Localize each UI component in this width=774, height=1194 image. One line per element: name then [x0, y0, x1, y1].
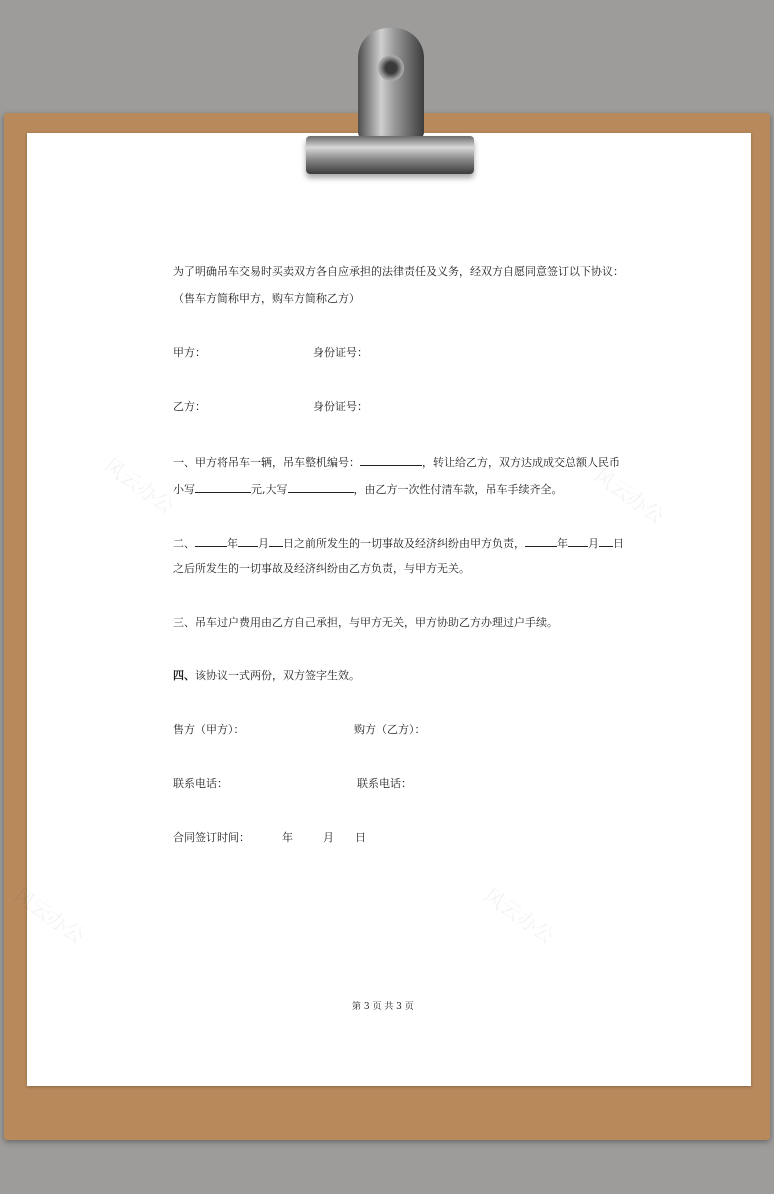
- day-label: 日: [283, 537, 294, 550]
- amount-figures-blank: [195, 481, 251, 493]
- seller-phone-label: 联系电话：: [173, 777, 228, 790]
- abbreviation-note: （售车方简称甲方，购车方简称乙方）: [173, 292, 360, 305]
- month-label-2: 月: [588, 537, 599, 550]
- clause-1-text-d: 元,大写: [251, 483, 288, 496]
- seller-signature-label: 售方（甲方）：: [173, 723, 245, 736]
- sign-day-label: 日: [355, 831, 366, 844]
- year-blank: [195, 535, 227, 547]
- year-label: 年: [227, 537, 238, 550]
- sign-date-label: 合同签订时间：: [173, 831, 250, 844]
- clause-4-text: 该协议一式两份，双方签字生效。: [195, 669, 360, 682]
- buyer-phone-label: 联系电话：: [357, 777, 412, 790]
- day-blank-2: [599, 535, 613, 547]
- clause-2-line-2: 之后所发生的一切事故及经济纠纷由乙方负责，与甲方无关。: [173, 562, 470, 575]
- watermark: 风云办公: [9, 882, 89, 949]
- party-b-label: 乙方：: [173, 400, 206, 413]
- clause-4: [173, 669, 360, 683]
- day-label-2: 日: [613, 537, 624, 550]
- binder-clip-lever: [358, 28, 424, 140]
- day-blank: [269, 535, 283, 547]
- watermark: 风云办公: [589, 462, 669, 529]
- watermark: 风云办公: [99, 452, 179, 519]
- watermark: 风云办公: [479, 882, 559, 949]
- clause-1-text-a: 一、甲方将吊车一辆，吊车整机编号：: [173, 456, 360, 469]
- party-a-label: 甲方：: [173, 346, 206, 359]
- buyer-signature-label: 购方（乙方）：: [354, 723, 426, 736]
- month-label: 月: [258, 537, 269, 550]
- month-blank: [238, 535, 258, 547]
- clause-3: 三、吊车过户费用由乙方自己承担，与甲方无关，甲方协助乙方办理过户手续。: [173, 616, 558, 629]
- clause-1-text-c: 小写: [173, 483, 195, 496]
- clause-1-line-2: [173, 481, 563, 497]
- amount-words-blank: [288, 481, 354, 493]
- month-blank-2: [568, 535, 588, 547]
- clause-1-line-1: [173, 454, 620, 470]
- clause-2-line-1: [173, 535, 624, 551]
- clause-4-prefix: 四、: [173, 669, 195, 682]
- clause-2-prefix: 二、: [173, 537, 195, 550]
- clause-2-text: 之前所发生的一切事故及经济纠纷由甲方负责，: [294, 537, 525, 550]
- binder-clip-icon: [306, 136, 474, 174]
- clause-1-text-e: ，由乙方一次性付清车款，吊车手续齐全。: [353, 483, 563, 496]
- clause-1-text-b: ，转让给乙方，双方达成成交总额人民币: [422, 456, 620, 469]
- binder-clip-hole: [378, 55, 404, 81]
- page-footer: 第 3 页 共 3 页: [352, 1002, 414, 1012]
- party-a-id-label: 身份证号：: [313, 346, 368, 359]
- intro-paragraph: 为了明确吊车交易时买卖双方各自应承担的法律责任及义务，经双方自愿同意签订以下协议：: [173, 265, 624, 278]
- party-b-id-label: 身份证号：: [313, 400, 368, 413]
- year-blank-2: [525, 535, 557, 547]
- sign-year-label: 年: [282, 831, 293, 844]
- crane-number-blank: [360, 454, 422, 466]
- year-label-2: 年: [557, 537, 568, 550]
- sign-month-label: 月: [323, 831, 334, 844]
